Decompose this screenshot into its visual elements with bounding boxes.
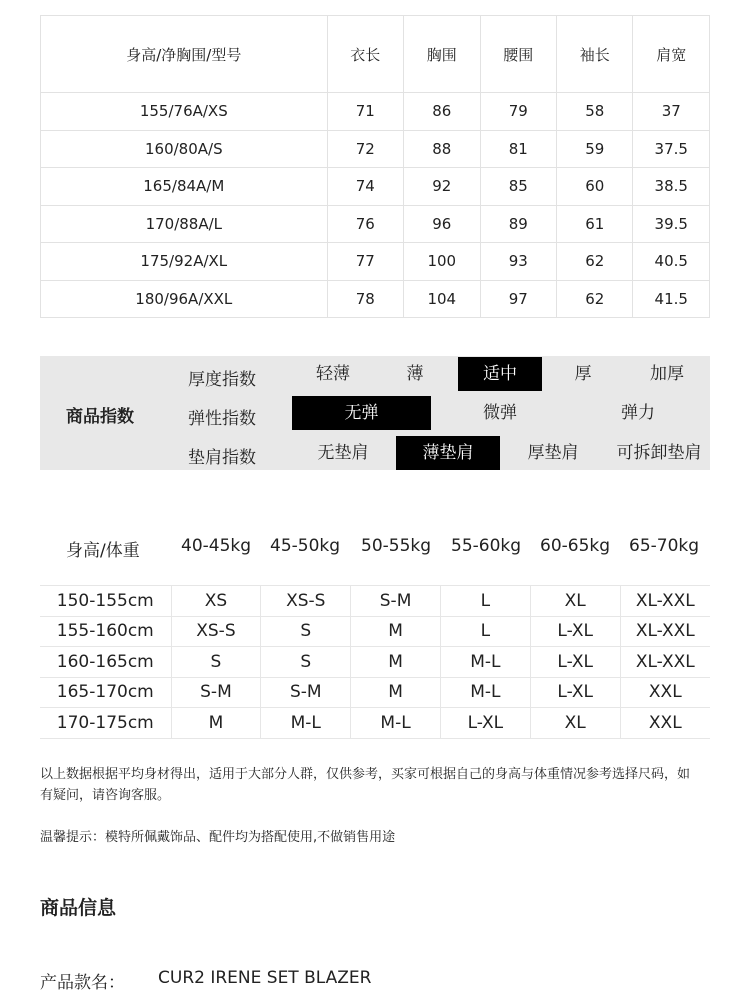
thickness-option: 厚: [574, 364, 592, 384]
size-cell: 79: [480, 93, 556, 131]
fit-cell: XL: [530, 586, 620, 617]
table-row: [41, 205, 710, 243]
header-cell: 衣长: [327, 16, 403, 93]
fit-cell: L: [440, 616, 530, 647]
size-cell: 58: [557, 93, 633, 131]
padding-option: 无垫肩: [317, 443, 369, 463]
padding-option: 厚垫肩: [527, 443, 579, 463]
size-cell: 37.5: [633, 130, 710, 168]
size-cell: 72: [327, 130, 403, 168]
thickness-option: 加厚: [650, 364, 684, 384]
fit-cell: XS: [171, 586, 261, 617]
size-cell: 60: [557, 168, 633, 206]
size-cell: 74: [327, 168, 403, 206]
fit-cell: XL-XXL: [620, 586, 710, 617]
table-row: [41, 130, 710, 168]
size-cell: 165/84A/M: [41, 168, 328, 206]
fit-cell: L-XL: [530, 677, 620, 708]
fit-cell: L: [440, 586, 530, 617]
elasticity-option: 微弹: [483, 403, 517, 423]
size-cell: 61: [557, 205, 633, 243]
table-row: [40, 677, 710, 708]
fit-cell: S: [261, 647, 351, 678]
size-cell: 97: [480, 280, 556, 318]
table-row: [41, 168, 710, 206]
fit-cell: M: [351, 677, 441, 708]
table-row: [41, 280, 710, 318]
fit-cell: M: [351, 647, 441, 678]
size-table-header-row: [41, 16, 710, 93]
accessory-tip: 温馨提示：模特所佩戴饰品、配件均为搭配使用,不做销售用途: [40, 830, 396, 845]
size-table: [40, 15, 710, 318]
height-cell: 165-170cm: [40, 677, 171, 708]
weight-header-cell: 40-45kg: [181, 536, 252, 556]
fit-cell: XL-XXL: [620, 616, 710, 647]
product-style-label: 产品款名：: [40, 973, 125, 993]
size-cell: 78: [327, 280, 403, 318]
fit-cell: M-L: [440, 677, 530, 708]
size-cell: 180/96A/XXL: [41, 280, 328, 318]
header-cell: 胸围: [404, 16, 480, 93]
size-cell: 71: [327, 93, 403, 131]
size-cell: 62: [557, 280, 633, 318]
weight-header-cell: 50-55kg: [361, 536, 432, 556]
fit-cell: L-XL: [440, 708, 530, 739]
weight-table-header: [40, 528, 710, 568]
fit-cell: XXL: [620, 708, 710, 739]
size-cell: 155/76A/XS: [41, 93, 328, 131]
size-cell: 104: [404, 280, 480, 318]
size-cell: 40.5: [633, 243, 710, 281]
size-cell: 85: [480, 168, 556, 206]
fit-cell: M: [171, 708, 261, 739]
header-cell: 身高/净胸围/型号: [41, 16, 328, 93]
size-cell: 96: [404, 205, 480, 243]
size-cell: 81: [480, 130, 556, 168]
size-cell: 88: [404, 130, 480, 168]
header-cell: 袖长: [557, 16, 633, 93]
size-cell: 100: [404, 243, 480, 281]
size-cell: 76: [327, 205, 403, 243]
size-cell: 62: [557, 243, 633, 281]
thickness-option: 薄: [406, 364, 424, 384]
fit-cell: M-L: [261, 708, 351, 739]
size-cell: 92: [404, 168, 480, 206]
fit-cell: M-L: [440, 647, 530, 678]
table-row: [40, 616, 710, 647]
weight-header-cell: 45-50kg: [270, 536, 341, 556]
fit-cell: XL-XXL: [620, 647, 710, 678]
fit-cell: S: [261, 616, 351, 647]
weight-table: [40, 585, 710, 739]
fit-cell: XXL: [620, 677, 710, 708]
fit-cell: XL: [530, 708, 620, 739]
weight-header-cell: 55-60kg: [451, 536, 522, 556]
thickness-index-label: 厚度指数: [188, 370, 256, 390]
size-cell: 37: [633, 93, 710, 131]
product-index-panel: [40, 356, 710, 470]
header-cell: 腰围: [480, 16, 556, 93]
height-cell: 170-175cm: [40, 708, 171, 739]
fit-cell: S-M: [171, 677, 261, 708]
fit-cell: S-M: [261, 677, 351, 708]
fit-cell: S-M: [351, 586, 441, 617]
size-cell: 93: [480, 243, 556, 281]
index-title: 商品指数: [66, 407, 134, 427]
padding-option: 可拆卸垫肩: [616, 443, 702, 463]
thickness-option: 轻薄: [316, 364, 350, 384]
size-cell: 175/92A/XL: [41, 243, 328, 281]
height-cell: 155-160cm: [40, 616, 171, 647]
fit-cell: M-L: [351, 708, 441, 739]
size-cell: 170/88A/L: [41, 205, 328, 243]
padding-option-selected: 薄垫肩: [396, 436, 500, 470]
size-disclaimer: 以上数据根据平均身材得出，适用于大部分人群，仅供参考，买家可根据自己的身高与体重情况参考选择尺码，如有疑问，请咨询客服。: [40, 767, 691, 803]
size-cell: 77: [327, 243, 403, 281]
product-style-value: CUR2 IRENE SET BLAZER: [158, 968, 372, 988]
thickness-option-selected: 适中: [458, 357, 542, 391]
product-info-title: 商品信息: [40, 897, 117, 919]
elasticity-option-selected: 无弹: [292, 396, 431, 430]
size-cell: 86: [404, 93, 480, 131]
weight-header-cell: 60-65kg: [540, 536, 611, 556]
table-row: [41, 243, 710, 281]
padding-index-label: 垫肩指数: [188, 448, 256, 468]
height-cell: 150-155cm: [40, 586, 171, 617]
table-row: [40, 586, 710, 617]
size-cell: 59: [557, 130, 633, 168]
table-row: [40, 708, 710, 739]
size-cell: 41.5: [633, 280, 710, 318]
size-cell: 89: [480, 205, 556, 243]
product-style-line: [40, 968, 372, 993]
header-cell: 肩宽: [633, 16, 710, 93]
weight-table-corner: 身高/体重: [66, 541, 140, 561]
fit-cell: M: [351, 616, 441, 647]
table-row: [40, 647, 710, 678]
elasticity-index-label: 弹性指数: [188, 409, 256, 429]
elasticity-option: 弹力: [621, 403, 655, 423]
weight-header-cell: 65-70kg: [629, 536, 700, 556]
fit-cell: XS-S: [261, 586, 351, 617]
fit-cell: L-XL: [530, 616, 620, 647]
fit-cell: XS-S: [171, 616, 261, 647]
size-cell: 160/80A/S: [41, 130, 328, 168]
table-row: [41, 93, 710, 131]
fit-cell: L-XL: [530, 647, 620, 678]
size-cell: 38.5: [633, 168, 710, 206]
height-cell: 160-165cm: [40, 647, 171, 678]
fit-cell: S: [171, 647, 261, 678]
size-cell: 39.5: [633, 205, 710, 243]
